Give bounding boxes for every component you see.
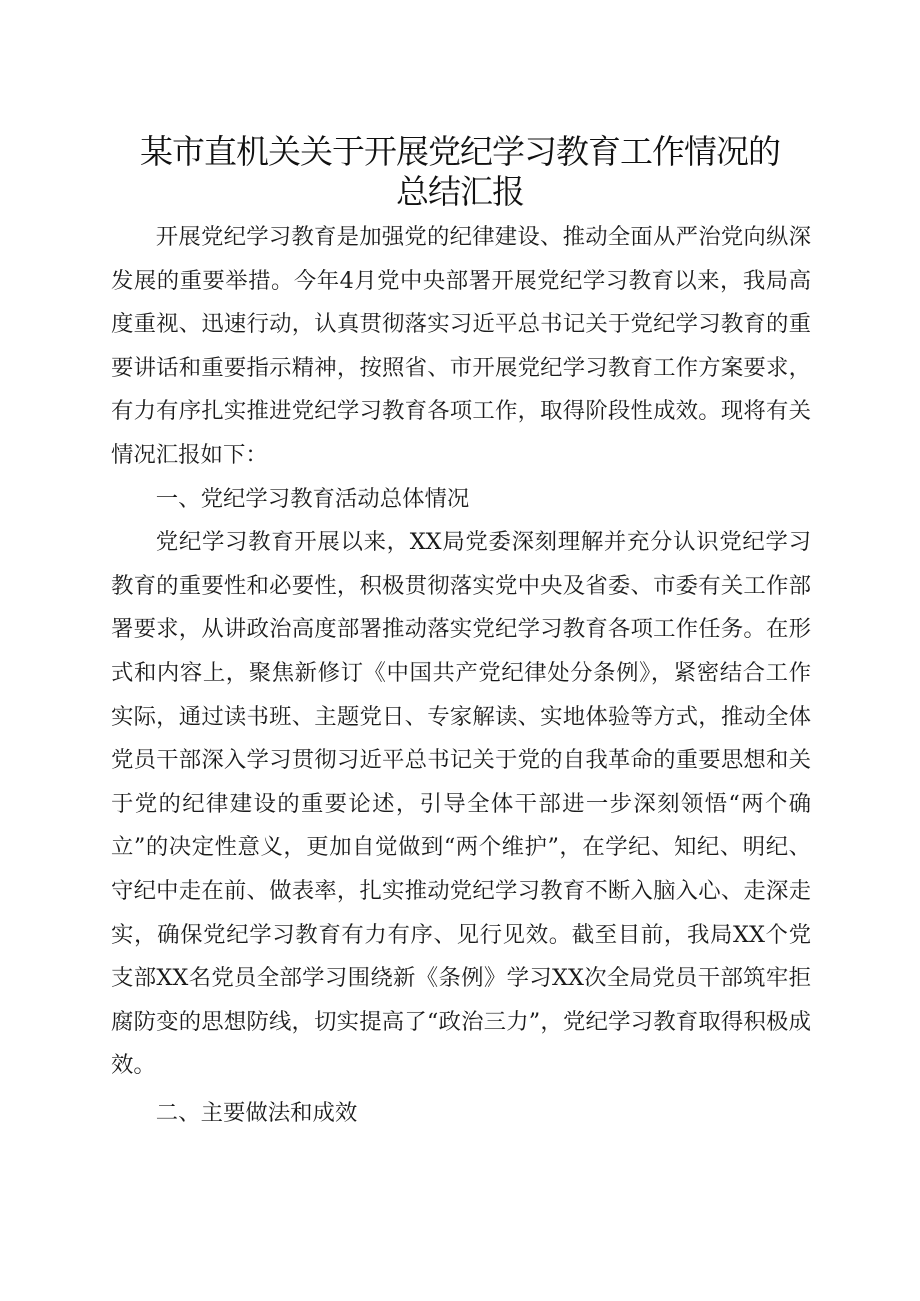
document-title-line-2: 总结汇报: [396, 172, 524, 211]
section-2-heading: 二、主要做法和成效: [155, 1099, 358, 1126]
section-1-heading: 一、党纪学习教育活动总体情况: [155, 485, 470, 512]
document-title-line-1: 某市直机关关于开展党纪学习教育工作情况的: [140, 132, 780, 171]
document-body: [111, 216, 811, 1135]
intro-paragraph: 开展党纪学习教育是加强党的纪律建设、推动全面从严治党向纵深发展的重要举措。今年4月党中央部署开展党纪学习教育以来，我局高度重视、迅速行动，认真贯彻落实习近平总书记关于党纪学习教育的重要讲话和重要指示精神，按照省、市开展党纪学习教育工作方案要求，有力有序扎实推进党纪学习教育各项工作，取得阶段性成效。现将有关情况汇报如下：: [111, 224, 811, 468]
section-1-paragraph: 党纪学习教育开展以来，XX局党委深刻理解并充分认识党纪学习教育的重要性和必要性，积极贯彻落实党中央及省委、市委有关工作部署要求，从讲政治高度部署推动落实党纪学习教育各项工作任务。在形式和内容上，聚焦新修订《中国共产党纪律处分条例》，紧密结合工作实际，通过读书班、主题党日、专家解读、实地体验等方式，推动全体党员干部深入学习贯彻习近平总书记关于党的自我革命的重要思想和关于党的纪律建设的重要论述，引导全体干部进一步深刻领悟“两个确立”的决定性意义，更加自觉做到“两个维护”，在学纪、知纪、明纪、守纪中走在前、做表率，扎实推动党纪学习教育不断入脑入心、走深走实，确保党纪学习教育有力有序、见行见效。截至目前，我局XX个党支部XX名党员全部学习围绕新《条例》学习XX次全局党员干部筑牢拒腐防变的思想防线，切实提高了“政治三力”，党纪学习教育取得积极成效。: [111, 529, 811, 1079]
